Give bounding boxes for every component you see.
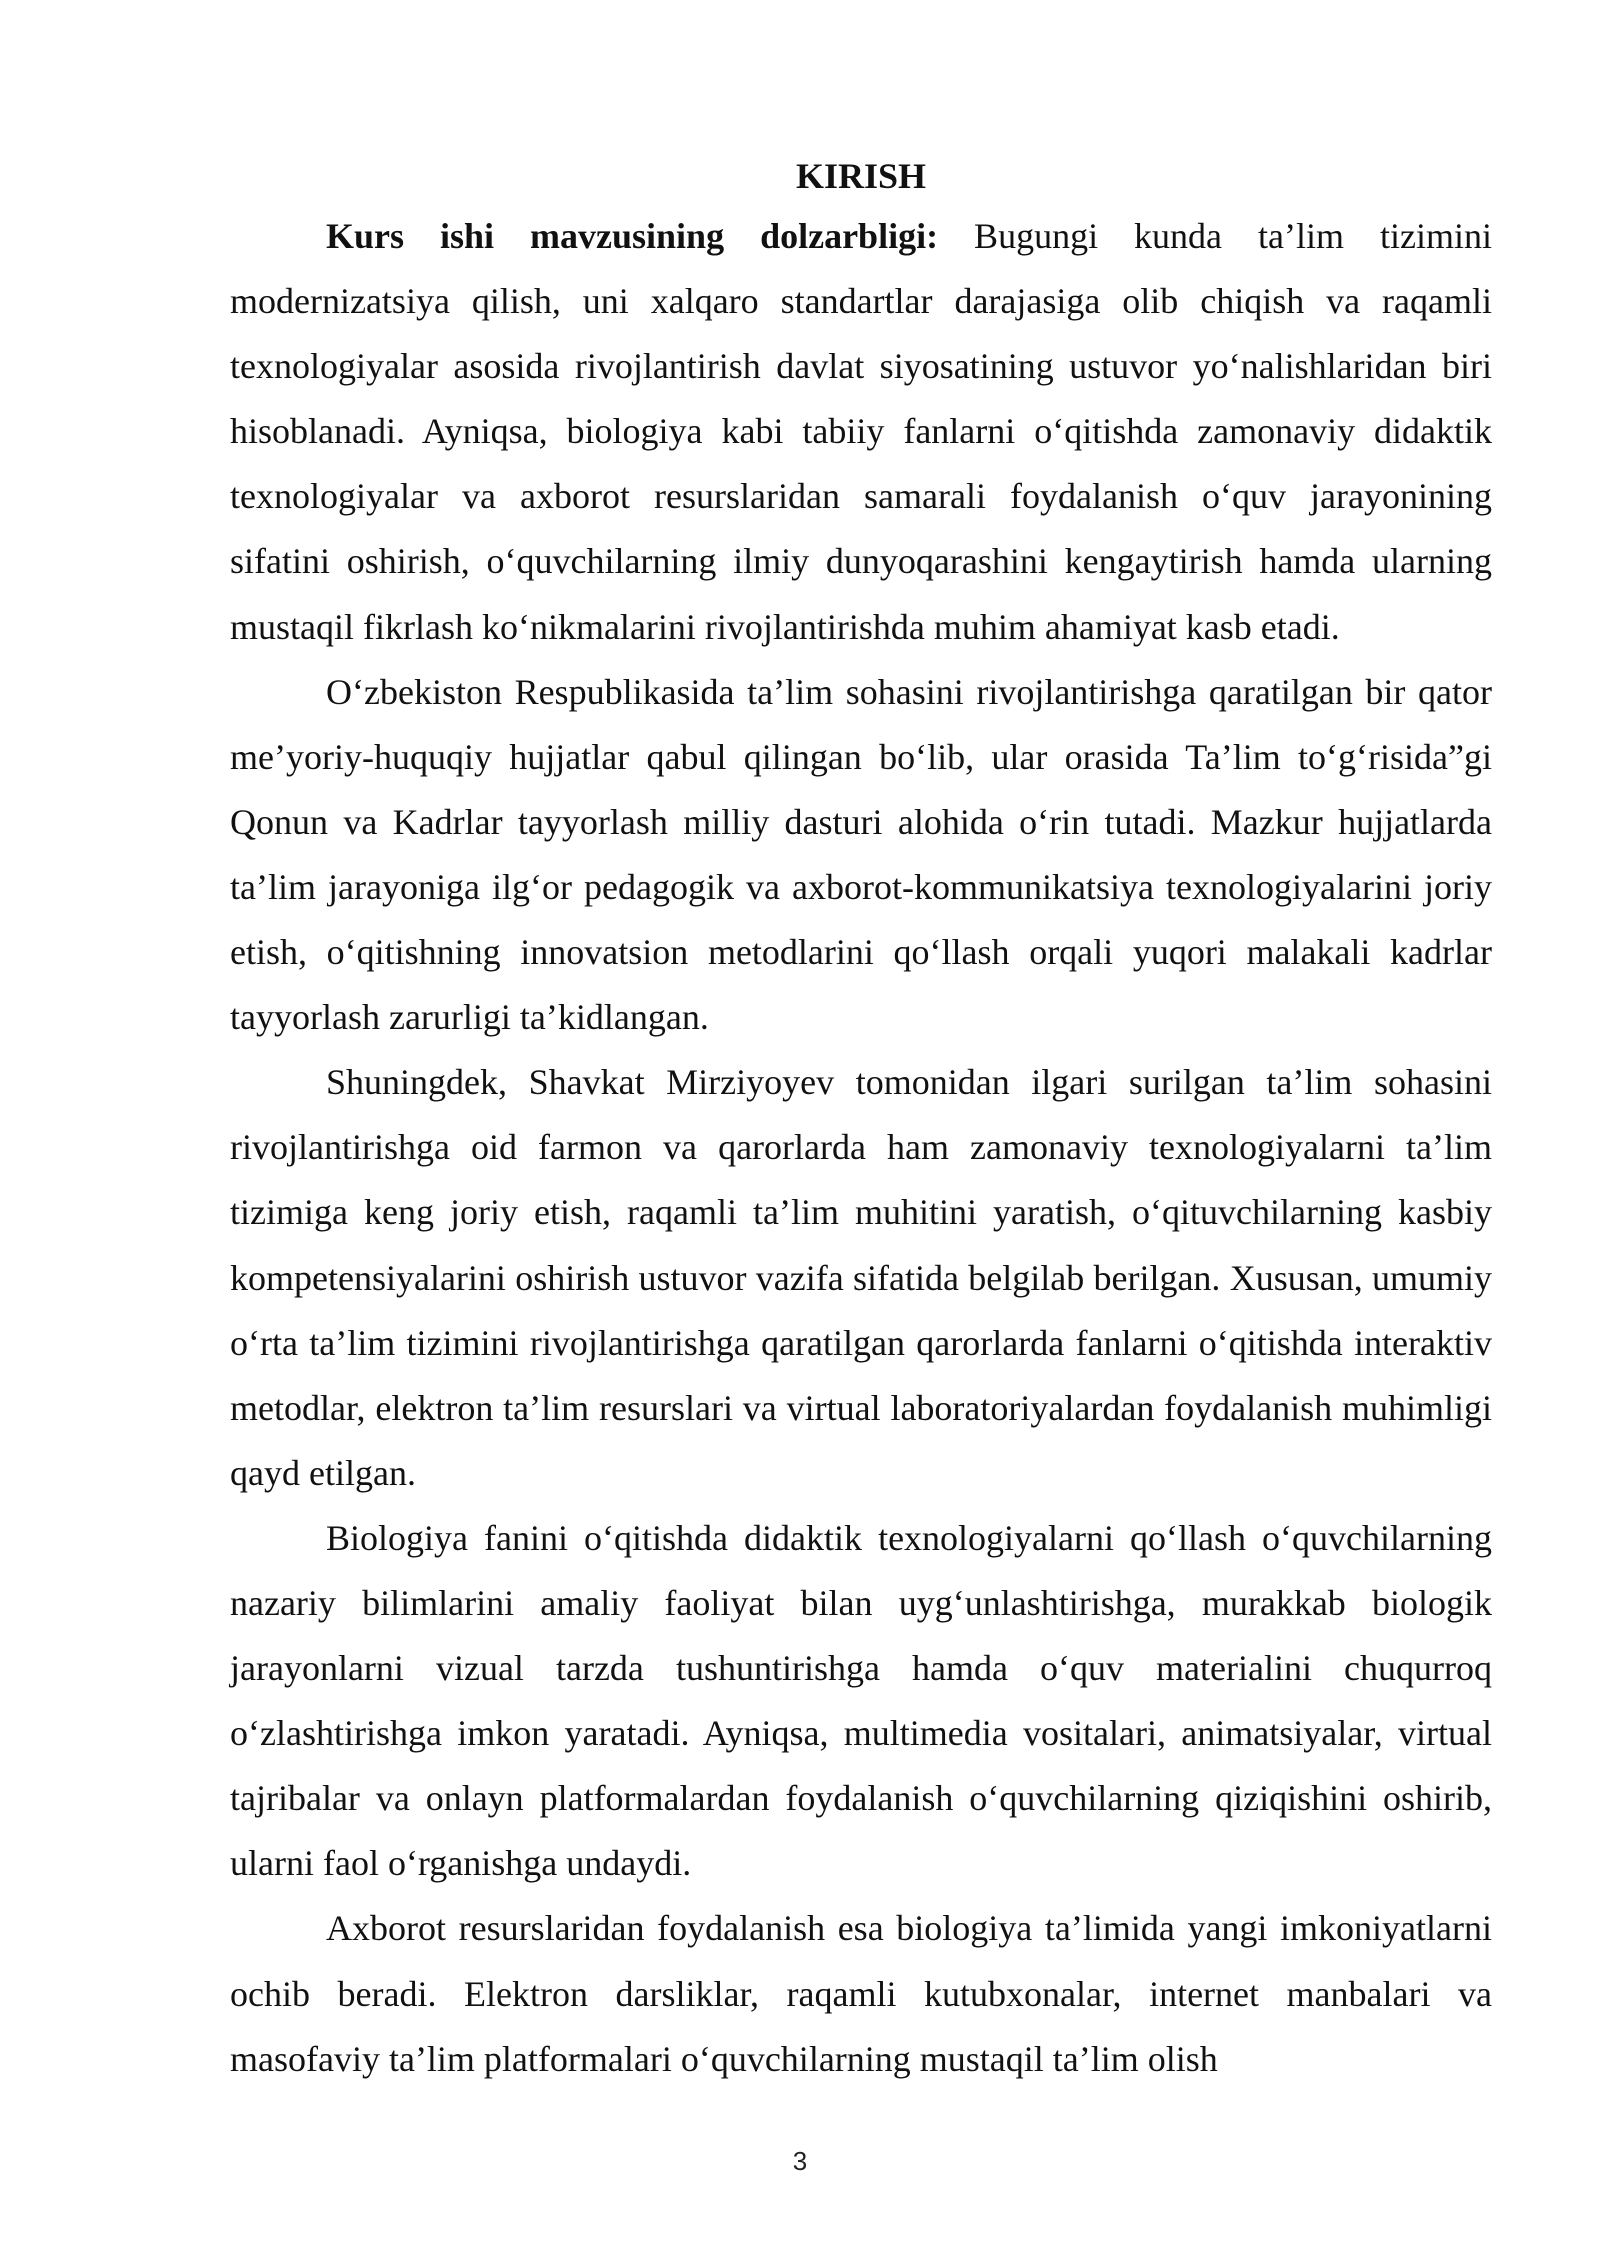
paragraph-decrees (230, 1050, 1492, 1506)
document-body (230, 148, 1492, 2092)
page-number: 3 (792, 2146, 808, 2176)
paragraph-legislation (230, 660, 1492, 1051)
section-heading: KIRISH (795, 156, 927, 196)
paragraph-didactic-technologies (230, 1506, 1492, 1897)
paragraph-text: O‘zbekiston Respublikasida ta’lim sohasini rivojlantirishga qaratilgan bir qator me’yoriy-huquqiy hujjatlar qabul qilingan bo‘lib, ular orasida Ta’lim to‘g‘risida”gi Qonun va Kadrlar tayyorlash milliy dasturi alohida o‘rin tutadi. Mazkur hujjatlarda ta’lim jarayoniga ilg‘or pedagogik va axborot-kommunikatsiya texnologiyalarini joriy etish, o‘qitishning innovatsion metodlarini qo‘llash orqali yuqori malakali kadrlar tayyorlash zarurligi ta’kidlangan. (230, 671, 1492, 1038)
paragraph-text: Axborot resurslaridan foydalanish esa biologiya ta’limida yangi imkoniyatlarni ochib beradi. Elektron darsliklar, raqamli kutubxonalar, internet manbalari va masofaviy ta’lim platformalari o‘quvchilarning mustaqil ta’lim olish (230, 1908, 1492, 2079)
paragraph-text: Biologiya fanini o‘qitishda didaktik texnologiyalarni qo‘llash o‘quvchilarning nazariy bilimlarini amaliy faoliyat bilan uyg‘unlashtirishga, murakkab biologik jarayonlarni vizual tarzda tushuntirishga hamda o‘quv materialini chuqurroq o‘zlashtirishga imkon yaratadi. Ayniqsa, multimedia vositalari, animatsiyalar, virtual tajribalar va onlayn platformalardan foydalanish o‘quvchilarning qiziqishini oshirib, ularni faol o‘rganishga undaydi. (230, 1517, 1492, 1884)
paragraph-text: Shuningdek, Shavkat Mirziyoyev tomonidan ilgari surilgan ta’lim sohasini rivojlantirishga oid farmon va qarorlarda ham zamonaviy texnologiyalarni ta’lim tizimiga keng joriy etish, raqamli ta’lim muhitini yaratish, o‘qituvchilarning kasbiy kompetensiyalarini oshirish ustuvor vazifa sifatida belgilab berilgan. Xususan, umumiy o‘rta ta’lim tizimini rivojlantirishga qaratilgan qarorlarda fanlarni o‘qitishda interaktiv metodlar, elektron ta’lim resurslari va virtual laboratoriyalardan foydalanish muhimligi qayd etilgan. (230, 1062, 1492, 1493)
paragraph-information-resources (230, 1896, 1492, 2091)
paragraph-relevance (230, 204, 1492, 660)
paragraph-lead: Kurs ishi mavzusining dolzarbligi: (326, 216, 939, 256)
paragraph-text: Bugungi kunda ta’lim tizimini modernizatsiya qilish, uni xalqaro standartlar darajasiga olib chiqish va raqamli texnologiyalar asosida rivojlantirish davlat siyosatining ustuvor yo‘nalishlaridan biri hisoblanadi. Ayniqsa, biologiya kabi tabiiy fanlarni o‘qitishda zamonaviy didaktik texnologiyalar va axborot resurslaridan samarali foydalanish o‘quv jarayonining sifatini oshirish, o‘quvchilarning ilmiy dunyoqarashini kengaytirish hamda ularning mustaqil fikrlash ko‘nikmalarini rivojlantirishda muhim ahamiyat kasb etadi. (230, 216, 1492, 647)
